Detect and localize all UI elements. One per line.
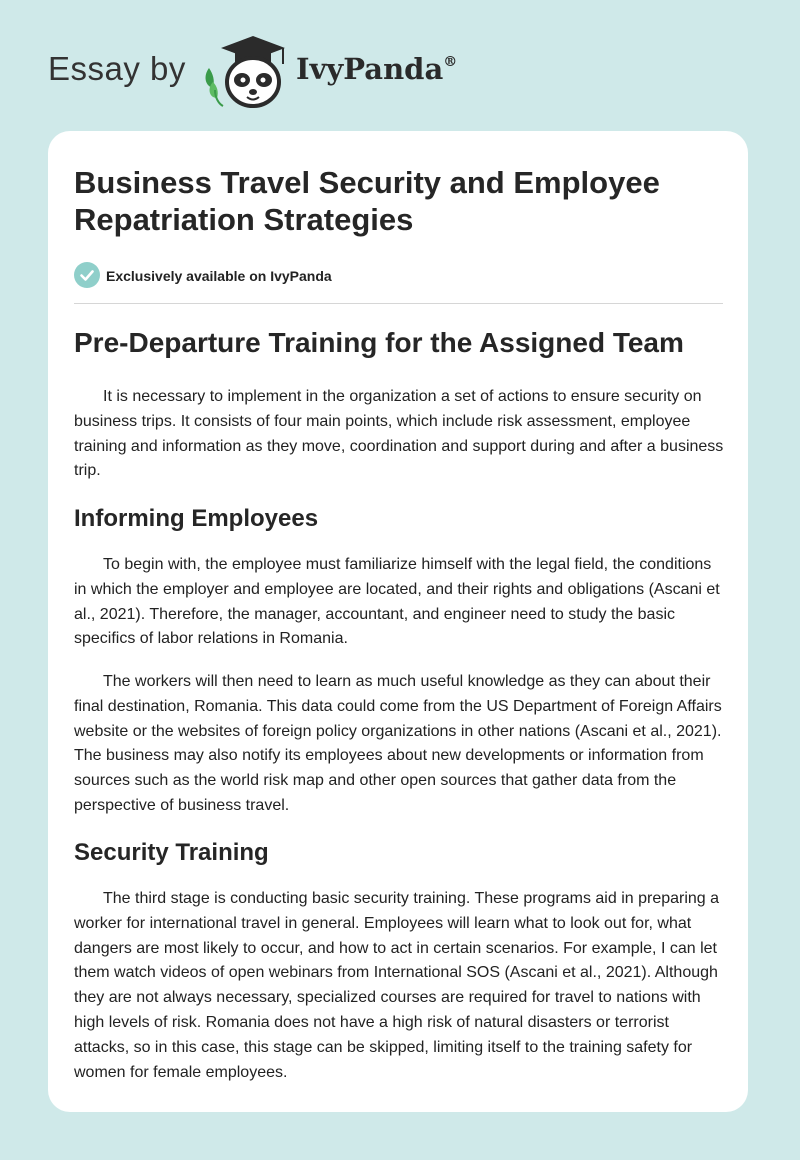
panda-graduate-icon[interactable]	[201, 30, 295, 110]
brand-name[interactable]: IvyPanda®	[296, 52, 458, 86]
paragraph: To begin with, the employee must familiarize himself with the legal field, the conditions in which the employer and employee are located, and their rights and obligations (Ascani et al., 2021). Therefore, the manager, accountant, and engineer need to study the basic specifics of labor relations in Romania.	[74, 556, 720, 648]
article-title: Business Travel Security and Employee Repatriation Strategies	[74, 165, 660, 237]
divider	[74, 303, 723, 304]
subsection-heading: Security Training	[74, 839, 269, 866]
subsection-heading: Informing Employees	[74, 505, 319, 532]
section-heading: Pre-Departure Training for the Assigned Team	[74, 327, 684, 358]
article-card	[48, 131, 748, 1112]
exclusive-badge-text: Exclusively available on IvyPanda	[106, 268, 332, 284]
paragraph: It is necessary to implement in the organization a set of actions to ensure security on business trips. It consists of four main points, which include risk assessment, employee training and information as they move, coordination and support during and after a business trip.	[74, 388, 724, 480]
check-circle-icon	[74, 262, 100, 288]
exclusive-badge	[74, 262, 474, 290]
paragraph: The third stage is conducting basic security training. These programs aid in preparing a worker for international travel in general. Employees will learn what to look out for, what dangers are most likely to occur, and how to act in certain scenarios. For example, I can let them watch videos of open webinars from International SOS (Ascani et al., 2021). Although they are not always necessary, specialized courses are required for travel to nations with high levels of risk. Romania does not have a high risk of natural disasters or terrorist attacks, so in this case, this stage can be skipped, limiting itself to the training safety for women for female employees.	[74, 890, 720, 1081]
essay-by-label: Essay by	[48, 50, 186, 87]
paragraph: The workers will then need to learn as much useful knowledge as they can about their final destination, Romania. This data could come from the US Department of Foreign Affairs website or the websites of foreign policy organizations in other nations (Ascani et al., 2021). The business may also notify its employees about new developments or information from sources such as the world risk map and other open sources that gather data from the perspective of business travel.	[74, 673, 722, 814]
site-header	[48, 30, 748, 110]
